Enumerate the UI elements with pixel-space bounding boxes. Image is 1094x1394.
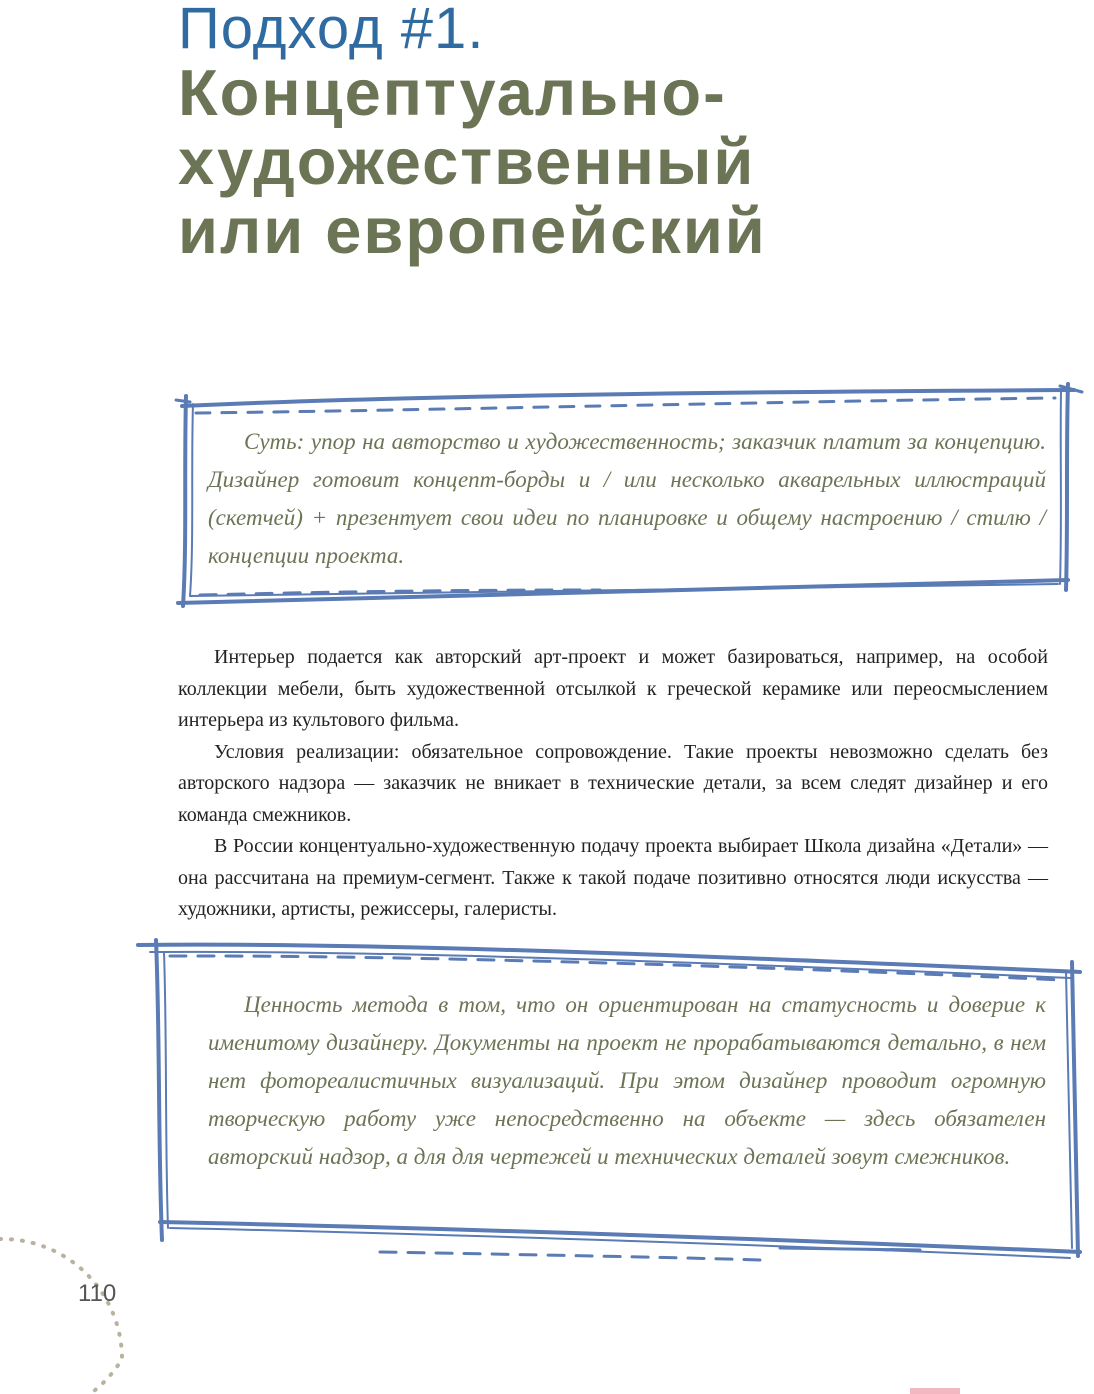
title-line-3: или европейский (178, 194, 767, 267)
chapter-heading (178, 0, 1078, 265)
page-number: 110 (78, 1280, 117, 1307)
paragraph-2: Условия реализации: обязательное сопровождение. Такие проекты невозможно сделать без авторского надзора — заказчик не вникает в технические детали, за всем следят дизайнер и его команда смежников. (178, 740, 1048, 826)
callout-text-essence: Суть: упор на авторство и художественность; заказчик платит за концепцию. Дизайнер готовит концепт-борды и / или несколько акварельных иллюстраций (скетчей) + презентует свои идеи по планировке и общему настроению / стилю / концепции проекта. (208, 429, 1046, 568)
pink-edge-mark (910, 1388, 960, 1394)
dotted-arc-decoration (0, 1225, 140, 1394)
paragraph-3: В России концентуально-художественную подачу проекта выбирает Школа дизайна «Детали» — она рассчитана на премиум-сегмент. Также к такой подаче позитивно относятся люди искусства — художники, артисты, режиссеры, галеристы. (178, 835, 1048, 920)
title-line-2: художественный (178, 125, 756, 198)
approach-label: Подход #1. (178, 0, 485, 61)
paragraph-1: Интерьер подается как авторский арт-проект и может базироваться, например, на особой коллекции мебели, быть художественной отсылкой к греческой керамике или переосмыслением интерьера из культового фильма. (178, 646, 1048, 731)
title-line-1: Концептуально- (178, 56, 727, 129)
body-text (178, 642, 1048, 926)
callout-text-value: Ценность метода в том, что он ориентирован на статусность и доверие к именитому дизайнеру. Документы на проект не прорабатываются детально, в нем нет фотореалистичных визуализаций. При этом дизайнер проводит огромную творческую работу уже непосредственно на объекте — здесь обязателен авторский надзор, а для для чертежей и технических деталей зовут смежников. (208, 992, 1046, 1169)
